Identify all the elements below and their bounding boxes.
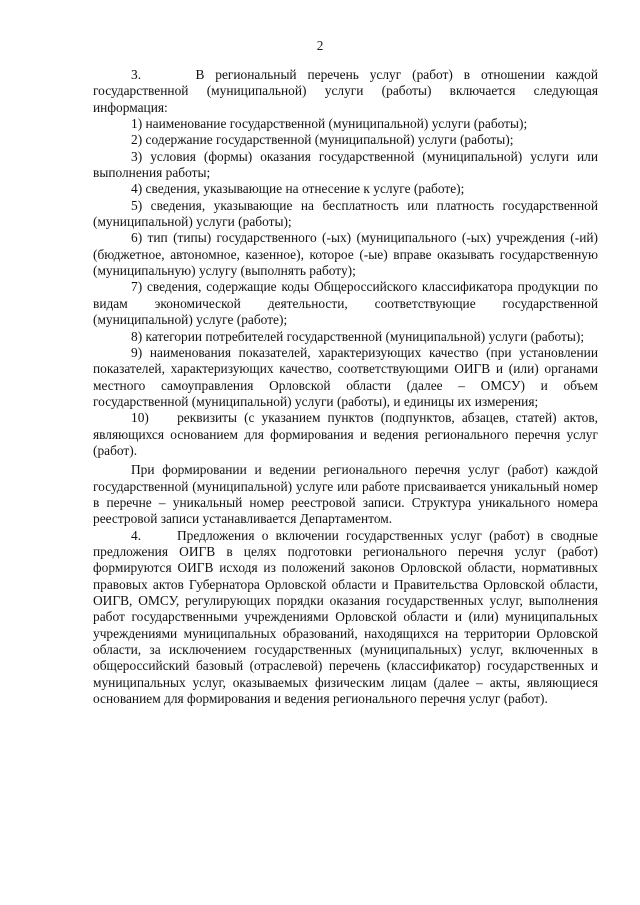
list-item-5: 5) сведения, указывающие на бесплатность или платность государственной (муниципальной) услуги (работы);	[93, 197, 598, 230]
paragraph-item-4: 4. Предложения о включении государственных услуг (работ) в сводные предложения ОИГВ в целях подготовки регионального перечня услуг (работ) формируются ОИГВ исходя из положений законов Орловской области, нормативных правовых актов Губернатора Орловской области и Правительства Орловской области, ОИГВ, ОМСУ, регулирующих порядки оказания государственных услуг, выполнения работ государственными учреждениями Орловской области и (или) муниципальных учреждениями муниципальных образований, находящихся на территории Орловской области, за исключением государственных (муниципальных) услуг, включенных в общероссийский базовый (отраслевой) перечень (классификатор) государственных и муниципальных услуг, оказываемых физическим лицам (далее – акты, являющиеся основанием для формирования и ведения регионального перечня услуг (работ).	[93, 527, 598, 707]
paragraph-item-3: 3. В региональный перечень услуг (работ) в отношении каждой государственной (муниципальной) услуги (работы) включается следующая информация:	[93, 67, 598, 115]
list-item-4: 4) сведения, указывающие на отнесение к услуге (работе);	[131, 181, 465, 197]
list-item-3: 3) условия (формы) оказания государственной (муниципальной) услуги или выполнения работы;	[93, 148, 598, 181]
list-item-8: 8) категории потребителей государственной (муниципальной) услуги (работы);	[131, 328, 585, 344]
list-item-7: 7) сведения, содержащие коды Общероссийского классификатора продукции по видам экономической деятельности, соответствующие государственной (муниципальной) услуге (работе);	[93, 279, 598, 328]
list-item-1: 1) наименование государственной (муниципальной) услуги (работы);	[131, 116, 528, 132]
list-item-2: 2) содержание государственной (муниципальной) услуги (работы);	[131, 132, 514, 148]
list-item-9: 9) наименования показателей, характеризующих качество (при установлении показателей, характеризующих качество, соответствующими ОИГВ и (или) органами местного самоуправления Орловской области (далее – ОМСУ) и объем государственной (муниципальной) услуги (работы), и единицы их измерения;	[93, 344, 598, 409]
page-number: 2	[316, 38, 324, 53]
paragraph-unique-number: При формировании и ведении регионального перечня услуг (работ) каждой государственной (муниципальной) услуге или работе присваивается уникальный номер в перечне – уникальный номер реестровой записи. Структура уникального номера реестровой записи устанавливается Департаментом.	[93, 462, 598, 527]
list-item-6: 6) тип (типы) государственного (-ых) (муниципального (-ых) учреждения (-ий) (бюджетное, автономное, казенное), которое (-ые) вправе оказывать государственную (муниципальную) услугу (выполнять работу);	[93, 230, 598, 279]
document-body	[93, 67, 598, 707]
list-item-10: 10) реквизиты (с указанием пунктов (подпунктов, абзацев, статей) актов, являющихся основанием для формирования и ведения регионального перечня услуг (работ).	[93, 410, 598, 458]
